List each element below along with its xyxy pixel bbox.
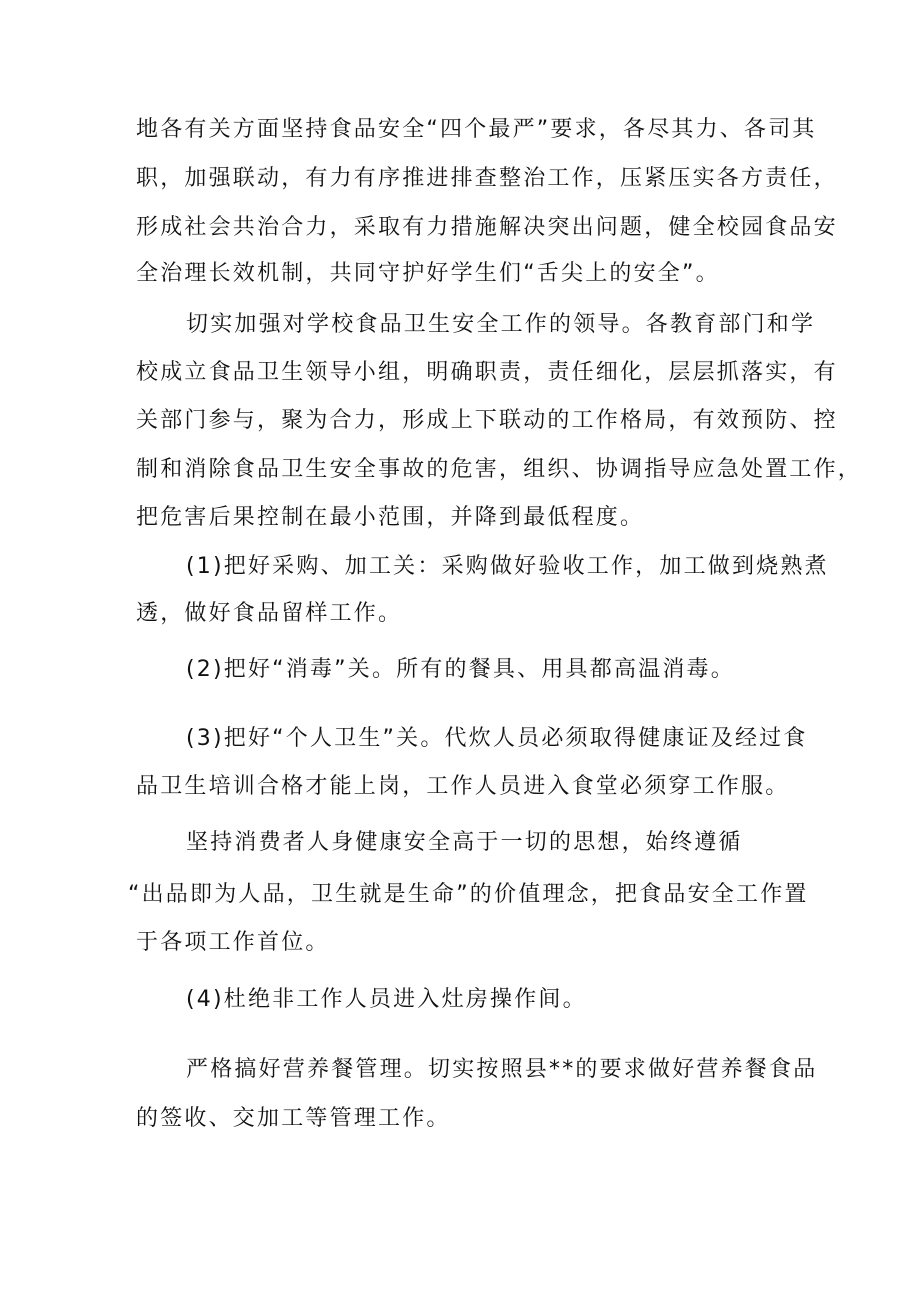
text-line: 校成立食品卫生领导小组，明确职责，责任细化，层层抓落实，有 [136, 360, 838, 385]
text-line: 透，做好食品留样工作。 [136, 601, 403, 626]
text-line: (3)把好“个人卫生”关。代炊人员必须取得健康证及经过食 [186, 726, 808, 751]
text-line: (1)把好采购、加工关：采购做好验收工作，加工做到烧熟煮 [186, 554, 829, 579]
text-line: (2)把好“消毒”关。所有的餐具、用具都高温消毒。 [186, 657, 735, 682]
text-line: 关部门参与，聚为合力，形成上下联动的工作格局，有效预防、控 [136, 408, 838, 433]
text-line: 形成社会共治合力，采取有力措施解决突出问题，健全校园食品安 [136, 215, 838, 240]
text-line: 职，加强联动，有力有序推进排查整治工作，压紧压实各方责任， [136, 166, 838, 191]
text-line: 品卫生培训合格才能上岗，工作人员进入食堂必须穿工作服。 [136, 774, 790, 799]
text-line: 把危害后果控制在最小范围，并降到最低程度。 [136, 505, 645, 530]
text-line: 严格搞好营养餐管理。切实按照县**的要求做好营养餐食品 [186, 1057, 818, 1082]
text-line: 全治理长效机制，共同守护好学生们“舌尖上的安全”。 [136, 261, 720, 286]
text-line: 地各有关方面坚持食品安全“四个最严”要求，各尽其力、各司其 [136, 117, 817, 142]
text-line: 制和消除食品卫生安全事故的危害，组织、协调指导应急处置工作， [136, 457, 863, 482]
text-line: “出品即为人品，卫生就是生命”的价值理念，把食品安全工作置 [128, 882, 809, 907]
text-line: 坚持消费者人身健康安全高于一切的思想，始终遵循 [186, 830, 743, 855]
text-line: 于各项工作首位。 [136, 930, 330, 955]
text-line: 的签收、交加工等管理工作。 [136, 1106, 451, 1131]
text-line: (4)杜绝非工作人员进入灶房操作间。 [186, 987, 587, 1012]
text-line: 切实加强对学校食品卫生安全工作的领导。各教育部门和学 [186, 312, 816, 337]
